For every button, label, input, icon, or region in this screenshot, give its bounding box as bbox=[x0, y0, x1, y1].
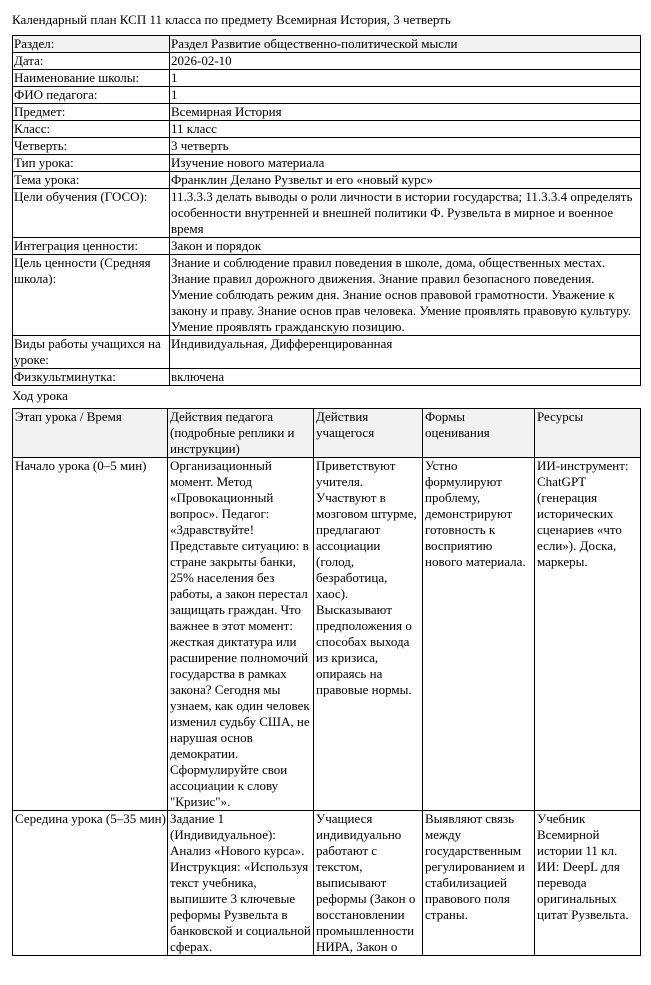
info-label: Цели обучения (ГОСО): bbox=[13, 189, 170, 238]
info-label: Класс: bbox=[13, 121, 170, 138]
info-row bbox=[13, 36, 641, 53]
column-header: Действия педагога (подробные реплики и инструкции) bbox=[168, 409, 314, 458]
cell-teacher: Задание 1 (Индивидуальное): Анализ «Нового курса». Инструкция: «Используя текст учебника, выпишите 3 ключевые реформы Рузвельта в банковской и социальной сферах. bbox=[168, 811, 314, 956]
cell-stage: Начало урока (0–5 мин) bbox=[13, 458, 168, 811]
info-value: Знание и соблюдение правил поведения в школе, дома, общественных местах. Знание правил дорожного движения. Знание правил безопасного поведения. Умение соблюдать режим дня. Знание основ правовой грамотности. Уважение к закону и праву. Знание основ прав человека. Умение проявлять правовую культуру. Умение проявлять гражданскую позицию. bbox=[170, 255, 641, 336]
cell-student: Учащиеся индивидуально работают с текстом, выписывают реформы (Закон о восстановлении промышленности НИРА, Закон о bbox=[314, 811, 423, 956]
info-row bbox=[13, 87, 641, 104]
column-header: Формы оценивания bbox=[423, 409, 535, 458]
info-value: 1 bbox=[170, 87, 641, 104]
table-row bbox=[13, 811, 641, 956]
info-row bbox=[13, 138, 641, 155]
column-header: Действия учащегося bbox=[314, 409, 423, 458]
document-title: Календарный план КСП 11 класса по предмету Всемирная История, 3 четверть bbox=[12, 12, 451, 27]
info-row bbox=[13, 255, 641, 336]
info-value: Всемирная История bbox=[170, 104, 641, 121]
info-value: Индивидуальная, Дифференцированная bbox=[170, 336, 641, 369]
info-label: Интеграция ценности: bbox=[13, 238, 170, 255]
cell-student: Приветствуют учителя. Участвуют в мозговом штурме, предлагают ассоциации (голод, безработица, хаос). Высказывают предположения о способах выхода из кризиса, опираясь на правовые нормы. bbox=[314, 458, 423, 811]
info-value: Раздел Развитие общественно-политической мысли bbox=[170, 36, 641, 53]
info-label: Предмет: bbox=[13, 104, 170, 121]
info-row bbox=[13, 70, 641, 87]
info-row bbox=[13, 53, 641, 70]
info-value: 3 четверть bbox=[170, 138, 641, 155]
column-header: Этап урока / Время bbox=[13, 409, 168, 458]
info-row bbox=[13, 121, 641, 138]
info-value: 2026-02-10 bbox=[170, 53, 641, 70]
section-heading: Ход урока bbox=[12, 388, 68, 403]
info-label: Тип урока: bbox=[13, 155, 170, 172]
info-label: Наименование школы: bbox=[13, 70, 170, 87]
cell-assessment: Устно формулируют проблему, демонстрируют готовность к восприятию нового материала. bbox=[423, 458, 535, 811]
info-row bbox=[13, 369, 641, 386]
info-label: Раздел: bbox=[13, 36, 170, 53]
info-label: Виды работы учащихся на уроке: bbox=[13, 336, 170, 369]
info-value: Франклин Делано Рузвельт и его «новый курс» bbox=[170, 172, 641, 189]
info-label: Дата: bbox=[13, 53, 170, 70]
info-value: 1 bbox=[170, 70, 641, 87]
info-value: 11.3.3.3 делать выводы о роли личности в истории государства; 11.3.3.4 определять особенности внутренней и внешней политики Ф. Рузвельта в мирное и военное время bbox=[170, 189, 641, 238]
info-row bbox=[13, 104, 641, 121]
info-label: ФИО педагога: bbox=[13, 87, 170, 104]
column-header: Ресурсы bbox=[535, 409, 641, 458]
info-row bbox=[13, 238, 641, 255]
lesson-info-table bbox=[12, 35, 641, 386]
cell-stage: Середина урока (5–35 мин) bbox=[13, 811, 168, 956]
info-row bbox=[13, 189, 641, 238]
cell-assessment: Выявляют связь между государственным регулированием и стабилизацией правового поля страны. bbox=[423, 811, 535, 956]
info-row bbox=[13, 336, 641, 369]
lesson-flow-table bbox=[12, 408, 641, 956]
info-value: включена bbox=[170, 369, 641, 386]
cell-resources: ИИ-инструмент: ChatGPT (генерация исторических сценариев «что если»). Доска, маркеры. bbox=[535, 458, 641, 811]
info-value: Закон и порядок bbox=[170, 238, 641, 255]
info-value: 11 класс bbox=[170, 121, 641, 138]
info-label: Физкультминутка: bbox=[13, 369, 170, 386]
table-row bbox=[13, 458, 641, 811]
info-row bbox=[13, 172, 641, 189]
cell-resources: Учебник Всемирной истории 11 кл. ИИ: DeepL для перевода оригинальных цитат Рузвельта. bbox=[535, 811, 641, 956]
cell-teacher: Организационный момент. Метод «Провокационный вопрос». Педагог: «Здравствуйте! Представьте ситуацию: в стране закрыты банки, 25% населения без работы, а закон перестал защищать граждан. Что важнее в этот момент: жесткая диктатура или расширение полномочий государства в рамках закона? Сегодня мы узнаем, как один человек изменил судьбу США, не нарушая основ демократии. Сформулируйте свои ассоциации к слову "Кризис"». bbox=[168, 458, 314, 811]
info-label: Тема урока: bbox=[13, 172, 170, 189]
info-value: Изучение нового материала bbox=[170, 155, 641, 172]
info-label: Цель ценности (Средняя школа): bbox=[13, 255, 170, 336]
info-row bbox=[13, 155, 641, 172]
info-label: Четверть: bbox=[13, 138, 170, 155]
